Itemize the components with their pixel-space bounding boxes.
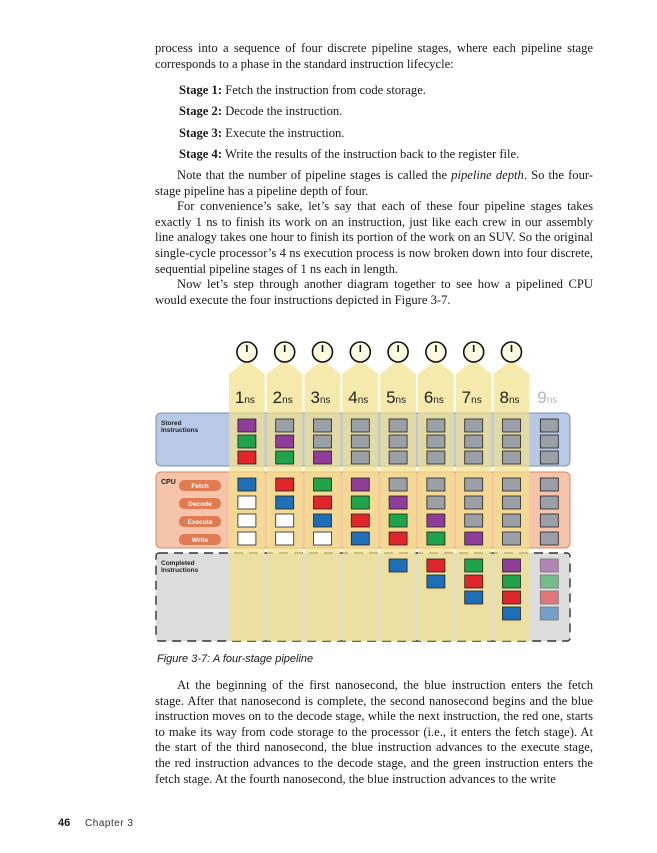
stored-label: Stored [161, 420, 182, 427]
stage-text: Execute the instruction. [225, 125, 345, 140]
stored-instruction-block [276, 419, 294, 432]
stored-instruction-block [238, 419, 256, 432]
stage-pill-label: Execute [187, 519, 213, 526]
stage-label: Stage 2: [179, 104, 223, 119]
stored-instruction-block [238, 435, 256, 448]
completed-instruction-block [465, 575, 483, 588]
figure-caption: Figure 3-7: A four-stage pipeline [157, 653, 314, 665]
stored-instruction-block [540, 451, 558, 464]
stage-item [155, 80, 593, 101]
stored-instruction-block [503, 435, 521, 448]
chapter-label: Chapter 3 [85, 818, 134, 829]
pipeline-stage-block [427, 478, 445, 491]
pipeline-stage-block [314, 478, 332, 491]
pipeline-stage-block [351, 514, 369, 527]
pipeline-stage-block [314, 532, 332, 545]
cpu-label: CPU [161, 479, 176, 486]
pipeline-stage-block [314, 496, 332, 509]
pipeline-stage-block [276, 514, 294, 527]
stored-instruction-block [540, 435, 558, 448]
pipeline-stage-block [427, 532, 445, 545]
stored-instruction-block [465, 435, 483, 448]
completed-instruction-block [503, 607, 521, 620]
stored-instruction-block [314, 435, 332, 448]
pipeline-stage-block [389, 478, 407, 491]
stored-instruction-block [238, 451, 256, 464]
completed-instruction-block [503, 559, 521, 572]
time-label: 9ns [537, 388, 558, 407]
pipeline-stage-block [427, 514, 445, 527]
completed-label: Completed [161, 560, 195, 567]
stage-text: Write the results of the instruction back to the register file. [224, 146, 520, 161]
completed-instruction-block [427, 559, 445, 572]
stored-instruction-block [540, 419, 558, 432]
pipeline-stage-block [503, 478, 521, 491]
time-label: 5ns [386, 388, 407, 407]
p1-after: . So the four-stage pipeline has a pipeline depth of four. [155, 168, 593, 198]
stored-instruction-block [389, 419, 407, 432]
time-label: 4ns [348, 388, 369, 407]
pipeline-stage-block [540, 532, 558, 545]
stage-item [155, 123, 593, 144]
pipeline-stage-block [238, 478, 256, 491]
pipeline-stage-block [503, 496, 521, 509]
pipeline-stage-block [465, 514, 483, 527]
pipeline-stage-block [465, 478, 483, 491]
stored-instruction-block [314, 451, 332, 464]
pipeline-stage-block [351, 496, 369, 509]
stored-instruction-block [427, 435, 445, 448]
pipeline-stage-block [351, 478, 369, 491]
pipeline-stage-block [540, 514, 558, 527]
pipeline-stage-block [540, 478, 558, 491]
stage-pill-label: Write [191, 537, 209, 544]
stage-item [155, 144, 593, 165]
time-label: 6ns [423, 388, 444, 407]
completed-instruction-block [540, 607, 558, 620]
completed-label: Instructions [161, 567, 199, 574]
time-label: 7ns [461, 388, 482, 407]
stored-instruction-block [351, 451, 369, 464]
pipeline-stage-block [465, 532, 483, 545]
convenience-paragraph: For convenience’s sake, let’s say that each of these four pipeline stages takes exactly 1 ns to finish its work on an instruction, just like each crew in our assembly line analogy takes one hour to finish its portion of the work on an SUV. So the original single-cycle processor’s 4 ns execution process is now broken down into four discrete, sequential pipeline stages of 1 ns each in length. [155, 199, 593, 276]
completed-instruction-block [465, 591, 483, 604]
page-footer [58, 817, 133, 829]
pipeline-stage-block [503, 532, 521, 545]
stage-label: Stage 1: [179, 83, 223, 97]
pipeline-stage-block [389, 496, 407, 509]
pipeline-stage-block [314, 514, 332, 527]
pipeline-stage-block [276, 478, 294, 491]
pipeline-diagram [155, 338, 575, 648]
pipeline-stage-block [276, 496, 294, 509]
stage-pill-label: Decode [188, 501, 212, 508]
time-label: 3ns [310, 388, 331, 407]
stored-instruction-block [351, 419, 369, 432]
stage-label: Stage 4: [179, 146, 223, 161]
completed-instruction-block [503, 575, 521, 588]
pipeline-stage-block [351, 532, 369, 545]
completed-instruction-block [427, 575, 445, 588]
stored-instruction-block [351, 435, 369, 448]
pipeline-stage-block [276, 532, 294, 545]
pipeline-stage-block [238, 496, 256, 509]
stored-instruction-block [389, 435, 407, 448]
stage-text: Fetch the instruction from code storage. [225, 83, 426, 97]
stage-list [155, 80, 593, 165]
pipeline-depth-paragraph [155, 168, 593, 199]
stage-label: Stage 3: [179, 125, 223, 140]
step-through-paragraph: Now let’s step through another diagram together to see how a pipelined CPU would execute the four instructions depicted in Figure 3-7. [155, 277, 593, 307]
pipeline-stage-block [465, 496, 483, 509]
completed-instruction-block [540, 591, 558, 604]
intro-text: process into a sequence of four discrete pipeline stages, where each pipeline stage corresponds to a phase in the standard instruction lifecycle: [155, 41, 593, 71]
stored-instruction-block [427, 451, 445, 464]
intro-paragraph [155, 41, 593, 72]
stored-instruction-block [503, 419, 521, 432]
p1-before: Note that the number of pipeline stages is called the [177, 168, 452, 182]
pipeline-stage-block [427, 496, 445, 509]
stored-instruction-block [389, 451, 407, 464]
stored-instruction-block [503, 451, 521, 464]
pipeline-stage-block [389, 514, 407, 527]
pipeline-stage-block [238, 514, 256, 527]
stored-instruction-block [276, 435, 294, 448]
completed-instruction-block [540, 575, 558, 588]
pipeline-stage-block [238, 532, 256, 545]
body-paragraphs [155, 168, 593, 308]
nanosecond-walkthrough: At the beginning of the first nanosecond, the blue instruction enters the fetch stage. After that nanosecond is complete, the second nanosecond begins and the blue instruction moves on to the decode stage, while the next instruction, the red one, starts to make its way from code storage to the processor (i.e., it enters the fetch stage). At the start of the third nanosecond, the blue instruction advances to the execute stage, the red instruction advances to the decode stage, and the green instruction enters the fetch stage. At the fourth nanosecond, the blue instruction advances to the write [155, 678, 593, 786]
stage-item [155, 101, 593, 122]
time-label: 1ns [234, 388, 255, 407]
stored-instruction-block [427, 419, 445, 432]
after-figure-paragraph [155, 678, 593, 787]
stage-text: Decode the instruction. [225, 104, 343, 119]
completed-instruction-block [503, 591, 521, 604]
time-label: 2ns [272, 388, 293, 407]
stored-instruction-block [314, 419, 332, 432]
stored-instruction-block [465, 451, 483, 464]
completed-instruction-block [465, 559, 483, 572]
completed-instruction-block [540, 559, 558, 572]
pipeline-depth-term: pipeline depth [451, 168, 524, 182]
completed-instruction-block [389, 559, 407, 572]
stored-label: Instructions [161, 427, 199, 434]
pipeline-stage-block [503, 514, 521, 527]
time-label: 8ns [499, 388, 520, 407]
pipeline-figure [155, 338, 575, 648]
stored-instruction-block [465, 419, 483, 432]
pipeline-stage-block [540, 496, 558, 509]
page-number: 46 [58, 817, 71, 829]
stage-pill-label: Fetch [191, 483, 209, 490]
pipeline-stage-block [389, 532, 407, 545]
stored-instruction-block [276, 451, 294, 464]
